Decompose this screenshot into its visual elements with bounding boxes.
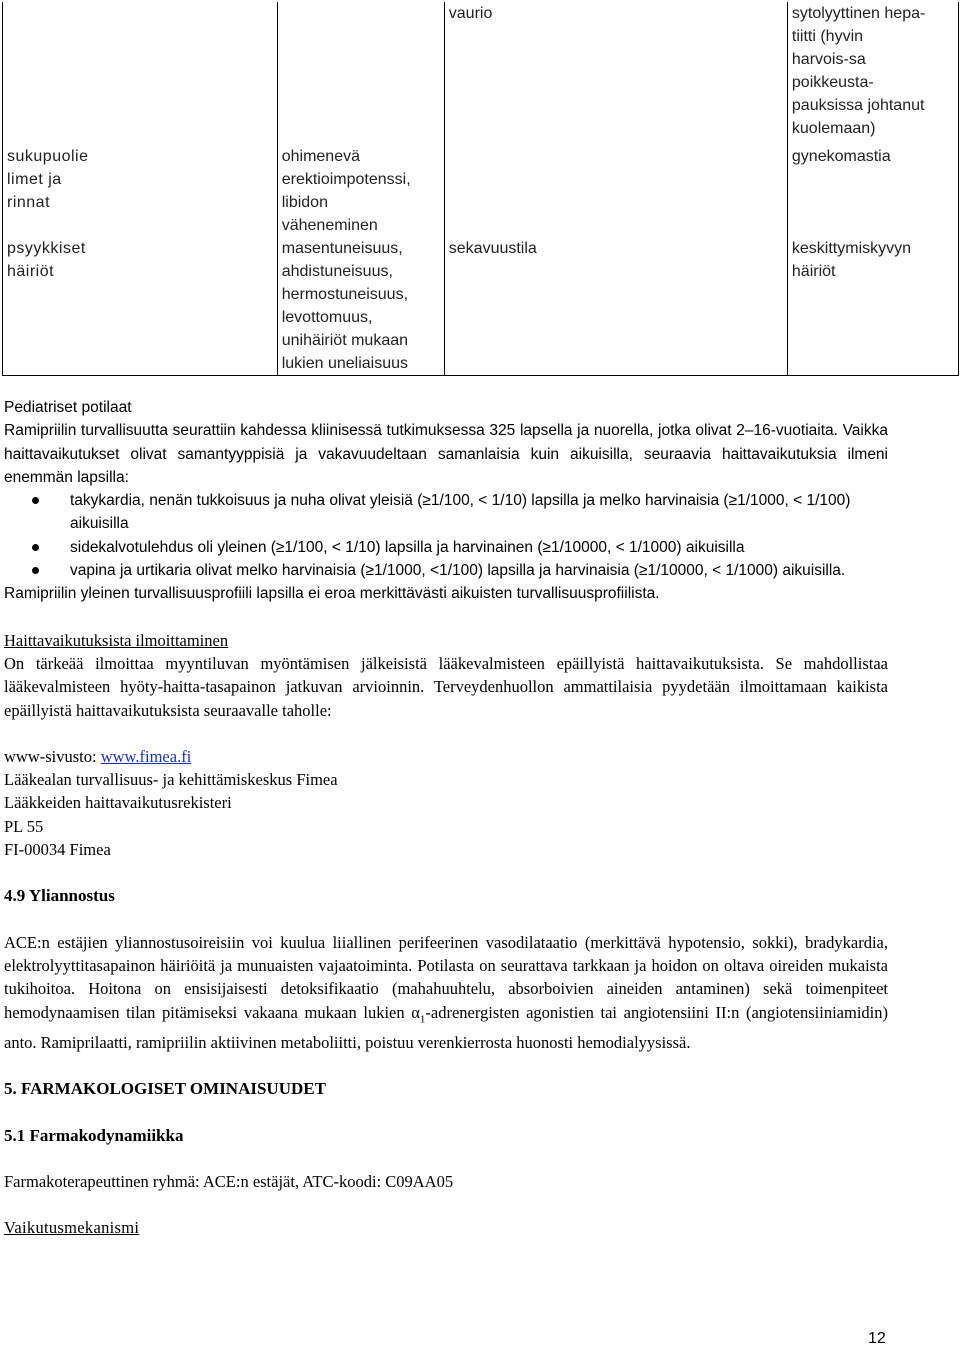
table-cell: [277, 2, 444, 145]
reporting-heading: Haittavaikutuksista ilmoittaminen: [4, 630, 229, 650]
list-item: takykardia, nenän tukkoisuus ja nuha olivat yleisiä (≥1/100, < 1/10) lapsilla ja melko harvinaisia (≥1/1000, < 1/100) aikuisilla: [4, 489, 888, 536]
address-line: FI-00034 Fimea: [4, 840, 111, 860]
reporting-body: On tärkeää ilmoittaa myyntiluvan myöntämisen jälkeisistä lääkevalmisteen epäillyistä haittavaikutuksista. Se mahdollistaa lääkevalmisteen hyöty-haitta-tasapainon jatkuvan arvioinnin. Terveydenhuollon ammattilaisia pyydetään ilmoittamaan kaikista epäillyistä haittavaikutuksista seuraavalle taholle:: [4, 653, 888, 720]
pediatric-intro: Ramipriilin turvallisuutta seurattiin kahdessa kliinisessä tutkimuksessa 325 lapsella ja nuorella, jotka olivat 2–16-vuotiaita. Vaikka haittavaikutukset olivat samantyyppisiä ja vakavuudeltaan samanlaisia kuin aikuisilla, seuraavia haittavaikutuksia ilmeni enemmän lapsilla:: [4, 422, 888, 486]
pharmacotherapeutic-group: Farmakoterapeuttinen ryhmä: ACE:n estäjät, ATC-koodi: C09AA05: [4, 1172, 454, 1192]
mechanism-heading: Vaikutusmekanismi: [4, 1218, 140, 1238]
table-cell: psyykkiset häiriöt: [3, 237, 278, 376]
document-body: [4, 396, 888, 1240]
list-item: sidekalvotulehdus oli yleinen (≥1/100, < 1/10) lapsilla ja harvinainen (≥1/10000, < 1/1000) aikuisilla: [4, 536, 888, 559]
website-line: www-sivusto: www.fimea.fi: [4, 746, 192, 766]
table-cell: gynekomastia: [787, 145, 958, 237]
table-row: [3, 2, 959, 145]
table-cell: sekavuustila: [444, 237, 787, 376]
table-cell: [444, 145, 787, 237]
table-cell: sytolyyttinen hepa- tiitti (hyvin harvois-sa poikkeusta- pauksissa johtanut kuolemaan): [787, 2, 958, 145]
bullet-icon: [32, 497, 39, 504]
pediatric-summary: Ramipriilin yleinen turvallisuusprofiili lapsilla ei eroa merkittävästi aikuisten turvallisuusprofiilista.: [4, 585, 660, 603]
section5-heading: 5. FARMAKOLOGISET OMINAISUUDET: [4, 1079, 326, 1099]
table-cell: sukupuolie limet ja rinnat: [3, 145, 278, 237]
table-row: [3, 237, 959, 376]
bullet-icon: [32, 544, 39, 551]
address-line: Lääkealan turvallisuus- ja kehittämiskeskus Fimea: [4, 770, 338, 790]
section51-heading: 5.1 Farmakodynamiikka: [4, 1125, 184, 1145]
overdose-heading: 4.9 Yliannostus: [4, 886, 115, 906]
overdose-paragraph: ACE:n estäjien yliannostusoireisiin voi kuulua liiallinen perifeerinen vasodilataatio (merkittävä hypotensio, sokki), bradykardia, elektrolyyttitasapainon häiriöitä ja munuaisten vajaatoiminta. Potilasta on seurattava tarkkaan ja hoidon on oltava oireiden mukaista tukihoitoa. Hoitona on ensisijaisesti detoksifikaatio (mahahuuhtelu, absorboivien aineiden antaminen) sekä toimenpiteet hemodynaamisen tilan pitämiseksi vakaana mukaan lukien $\alpha_1$-adrenergisten agonistien tai angiotensiini II:n (angiotensiiniamidin) anto. Ramiprilaatti, ramipriilin aktiivinen metaboliitti, poistuu verenkierrosta huonosti hemodialyysissä.: [4, 932, 888, 1053]
adverse-effects-table: [2, 2, 959, 376]
table-cell: masentuneisuus, ahdistuneisuus, hermostuneisuus, levottomuus, unihäiriöt mukaan lukien uneliaisuus: [277, 237, 444, 376]
pediatric-heading: Pediatriset potilaat: [4, 399, 132, 416]
bullet-icon: [32, 567, 39, 574]
address-line: Lääkkeiden haittavaikutusrekisteri: [4, 793, 232, 813]
table-cell: keskittymiskyvyn häiriöt: [787, 237, 958, 376]
table-cell: [3, 2, 278, 145]
pediatric-bullet-list: [4, 489, 888, 582]
table-row: [3, 145, 959, 237]
address-line: PL 55: [4, 816, 44, 836]
fimea-link[interactable]: www.fimea.fi: [100, 746, 192, 766]
list-item: vapina ja urtikaria olivat melko harvinaisia (≥1/1000, <1/100) lapsilla ja harvinaisia (≥1/10000, < 1/1000) aikuisilla.: [4, 559, 888, 582]
table-cell: ohimenevä erektioimpotenssi, libidon väheneminen: [277, 145, 444, 237]
table-cell: vaurio: [444, 2, 787, 145]
page-number: 12: [868, 1330, 886, 1347]
